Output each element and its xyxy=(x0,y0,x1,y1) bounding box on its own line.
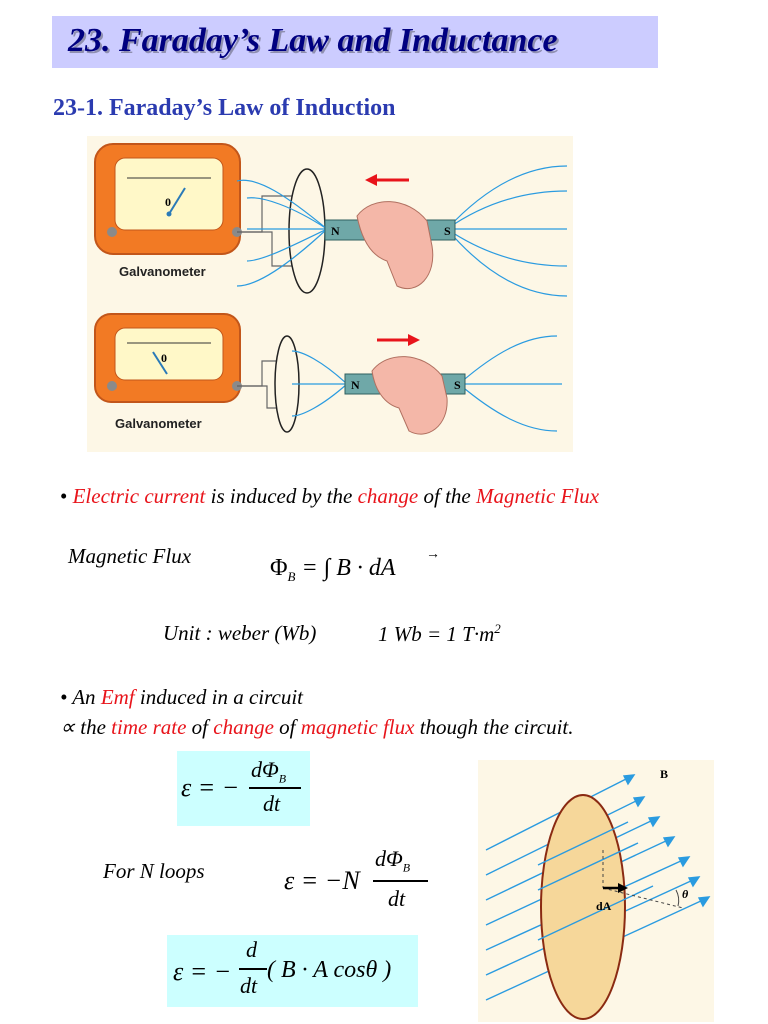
unit-conversion xyxy=(378,621,501,647)
galvanometer-dial xyxy=(115,158,223,230)
flux-equation xyxy=(270,555,396,585)
text-segment: of the xyxy=(418,484,476,508)
bullet-emf-line1 xyxy=(60,685,303,710)
galvanometer-label: Galvanometer xyxy=(119,264,206,279)
eq3-fraction-bar xyxy=(239,968,267,970)
eq2-num-text: dΦ xyxy=(375,846,403,871)
eq2-denominator: dt xyxy=(388,886,406,911)
flux-loop-figure xyxy=(478,760,714,1022)
text-segment: induced in a circuit xyxy=(134,685,303,709)
unit-exponent: 2 xyxy=(494,621,501,636)
section-heading: 23-1. Faraday’s Law of Induction xyxy=(53,95,396,121)
text-change: change xyxy=(357,484,419,508)
phi-subscript: B xyxy=(287,568,296,584)
text-segment: • An xyxy=(60,685,101,709)
phi-symbol: Φ xyxy=(270,555,288,581)
eq2-lhs: ε = −N xyxy=(284,866,360,895)
bullet-induced-current xyxy=(60,484,599,509)
bullet-emf-line2 xyxy=(60,715,574,740)
eq3-denominator: dt xyxy=(240,973,258,998)
galvanometer-dial-2 xyxy=(115,328,223,380)
unit-weber: Unit : weber (Wb) xyxy=(163,621,317,645)
eq2-fraction-bar xyxy=(373,880,428,882)
magnet-north-2: N xyxy=(351,378,360,392)
eq2-num-sub: B xyxy=(402,860,411,875)
eq1-numerator xyxy=(251,757,286,786)
unit-conversion-text: 1 Wb = 1 T·m xyxy=(378,622,495,646)
text-segment: ∝ the xyxy=(60,715,112,739)
page-title: 23. Faraday’s Law and Inductance xyxy=(68,22,558,59)
n-loops-label: For N loops xyxy=(103,859,205,883)
dial-zero: 0 xyxy=(165,195,171,209)
da-label: dA xyxy=(596,899,612,913)
text-segment: is induced by the xyxy=(205,484,358,508)
flux-rhs: = ∫ B · dA xyxy=(301,555,396,581)
magnet-south: S xyxy=(444,224,451,238)
text-magnetic-flux-2: magnetic flux xyxy=(300,715,415,739)
text-change-2: change xyxy=(213,715,274,739)
current-loop xyxy=(541,795,625,1019)
eq3-lhs: ε = − xyxy=(173,957,232,986)
emf-cos-equation-box xyxy=(167,935,418,1007)
text-segment: of xyxy=(273,715,301,739)
eq3-rhs: ( B · A cosθ ) xyxy=(267,957,392,983)
dial-zero-2: 0 xyxy=(161,351,167,365)
eq3-numerator: d xyxy=(246,937,257,962)
vector-arrow: → xyxy=(426,547,440,562)
eq1-lhs: ε = − xyxy=(181,773,240,802)
magnet-south-2: S xyxy=(454,378,461,392)
terminal-left-2 xyxy=(107,381,117,391)
eq1-num-text: dΦ xyxy=(251,757,279,782)
text-segment: of xyxy=(186,715,214,739)
magnet-north: N xyxy=(331,224,340,238)
text-magnetic-flux: Magnetic Flux xyxy=(476,484,600,508)
text-emf: Emf xyxy=(100,685,135,709)
eq1-denominator: dt xyxy=(263,791,281,816)
theta-label: θ xyxy=(682,887,689,901)
emf-equation-box xyxy=(177,751,310,826)
galvanometer-label-2: Galvanometer xyxy=(115,416,202,431)
eq2-numerator xyxy=(375,846,410,875)
eq1-num-sub: B xyxy=(278,771,287,786)
eq1-fraction-bar xyxy=(249,787,301,789)
galvanometer-figure xyxy=(87,136,573,452)
text-electric-current: Electric current xyxy=(72,484,206,508)
text-time-rate: time rate xyxy=(111,715,187,739)
text-segment: though the circuit. xyxy=(414,715,574,739)
b-label: B xyxy=(660,767,669,781)
bullet-dot: • xyxy=(60,484,68,508)
magnetic-flux-label: Magnetic Flux xyxy=(68,544,192,568)
needle-pivot xyxy=(167,212,172,217)
terminal-left xyxy=(107,227,117,237)
